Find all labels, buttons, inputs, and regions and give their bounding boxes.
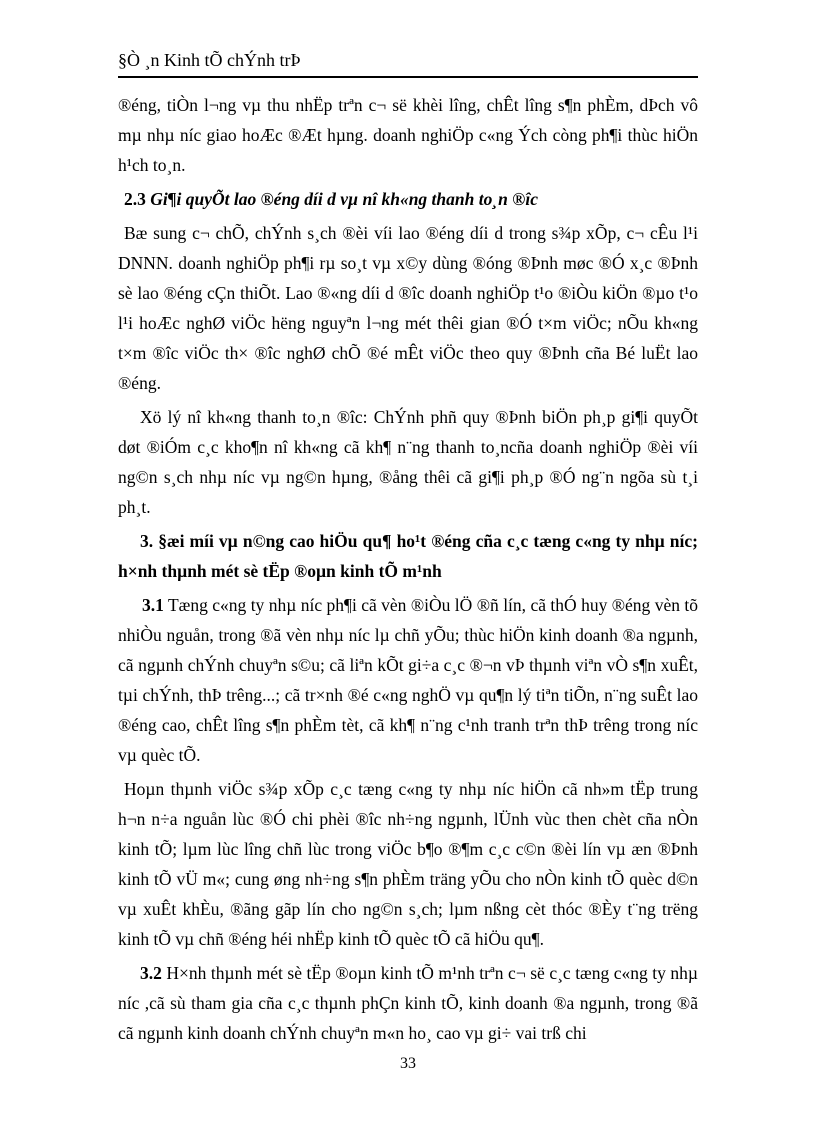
paragraph-1: ®éng, tiÒn l¬ng vµ thu nhËp trªn c¬ së khèi lîng, chÊt lîng s¶n phÈm, dÞch vô mµ nhµ níc giao hoÆc ®Æt hµng. doanh nghiÖp c«ng Ých còng ph¶i thùc hiÖn h¹ch to¸n. xyxy=(118,95,698,175)
paragraph-2: Bæ sung c¬ chÕ, chÝnh s¸ch ®èi víi lao ®éng díi d trong s¾p xÕp, c¬ cÊu l¹i DNNN. doanh nghiÖp ph¶i rµ so¸t vµ x©y dùng ®óng ®Þnh møc ®Ó x¸c ®Þnh sè lao ®éng cÇn thiÕt. Lao ®«ng díi d ®îc doanh nghiÖp t¹o ®iÒu kiÖn ®µo t¹o l¹i hoÆc nghØ viÖc hëng nguyªn l¬ng mét thêi gian ®Ó t×m viÖc; nÕu kh«ng t×m ®îc viÖc th× ®îc nghØ chÕ ®é mÊt viÖc theo quy ®Þnh cña Bé luËt lao ®éng. xyxy=(118,223,698,393)
page-number: 33 xyxy=(400,1055,416,1072)
page-footer xyxy=(0,1055,816,1073)
paragraph-3-1-number: 3.1 xyxy=(142,595,164,615)
document-body xyxy=(118,90,698,1052)
paragraph-3-1-text: Tæng c«ng ty nhµ níc ph¶i cã vèn ®iÒu lÖ ®ñ lín, cã thÓ huy ®éng vèn tõ nhiÒu nguån, trong ®ã vèn nhµ níc lµ chñ yÕu; thùc hiÖn kinh doanh ®a ngµnh, cã ngµnh chÝnh chuyªn s©u; cã liªn kÕt gi÷a c¸c ®¬n vÞ thµnh viªn vÒ s¶n xuÊt, tµi chÝnh, thÞ trêng...; cã tr×nh ®é c«ng nghÖ vµ qu¶n lý tiªn tiÕn, n¨ng suÊt lao ®éng cao, chÊt lîng s¶n phÈm tèt, cã kh¶ n¨ng c¹nh tranh trªn thÞ trêng trong níc vµ quèc tÕ. xyxy=(118,595,699,765)
paragraph-4: Hoµn thµnh viÖc s¾p xÕp c¸c tæng c«ng ty nhµ níc hiÖn cã nh»m tËp trung h¬n n÷a nguån lùc ®Ó chi phèi ®îc nh÷ng ngµnh, lÜnh vùc then chèt cña nÒn kinh tÕ; lµm lùc lîng chñ lùc trong viÖc b¶o ®¶m c¸c c©n ®èi lín vµ æn ®Þnh kinh tÕ vÜ m«; cung øng nh÷ng s¶n phÈm träng yÕu cho nÒn kinh tÕ quèc d©n vµ xuÊt khÈu, ®ãng gãp lín cho ng©n s¸ch; lµm nßng cèt thóc ®Èy t¨ng trëng kinh tÕ vµ chñ ®éng héi nhËp kinh tÕ quèc tÕ cã hiÖu qu¶. xyxy=(118,779,698,949)
paragraph-3-2-number: 3.2 xyxy=(140,963,162,983)
header-title: §Ò ¸n Kinh tÕ chÝnh trÞ xyxy=(118,50,301,70)
page-header xyxy=(118,50,698,78)
heading-2-3-number: 2.3 xyxy=(124,189,146,209)
paragraph-3-2-text: H×nh thµnh mét sè tËp ®oµn kinh tÕ m¹nh trªn c¬ së c¸c tæng c«ng ty nhµ níc ,cã sù tham gia cña c¸c thµnh phÇn kinh tÕ, kinh doanh ®a ngµnh, trong ®ã cã ngµnh kinh doanh chÝnh chuyªn m«n ho¸ cao vµ gi÷ vai trß chi xyxy=(118,963,699,1043)
paragraph-3-1 xyxy=(118,590,698,770)
paragraph-3: Xö lý nî kh«ng thanh to¸n ®îc: ChÝnh phñ quy ®Þnh biÖn ph¸p gi¶i quyÕt døt ®iÓm c¸c kho¶n nî kh«ng cã kh¶ n¨ng thanh to¸ncña doanh nghiÖp ®èi víi ng©n s¸ch nhµ níc vµ ng©n hµng, ®ång thêi cã gi¶i ph¸p ®Ó ng¨n ngõa sù t¸i ph¸t. xyxy=(118,407,698,517)
paragraph-3-2 xyxy=(118,958,698,1048)
heading-3: 3. §æi míi vµ n©ng cao hiÖu qu¶ ho¹t ®éng cña c¸c tæng c«ng ty nhµ níc; h×nh thµnh mét sè tËp ®oµn kinh tÕ m¹nh xyxy=(118,531,698,581)
heading-2-3 xyxy=(118,184,698,214)
heading-2-3-text: Gi¶i quyÕt lao ®éng díi d vµ nî kh«ng thanh to¸n ®îc xyxy=(150,189,538,209)
